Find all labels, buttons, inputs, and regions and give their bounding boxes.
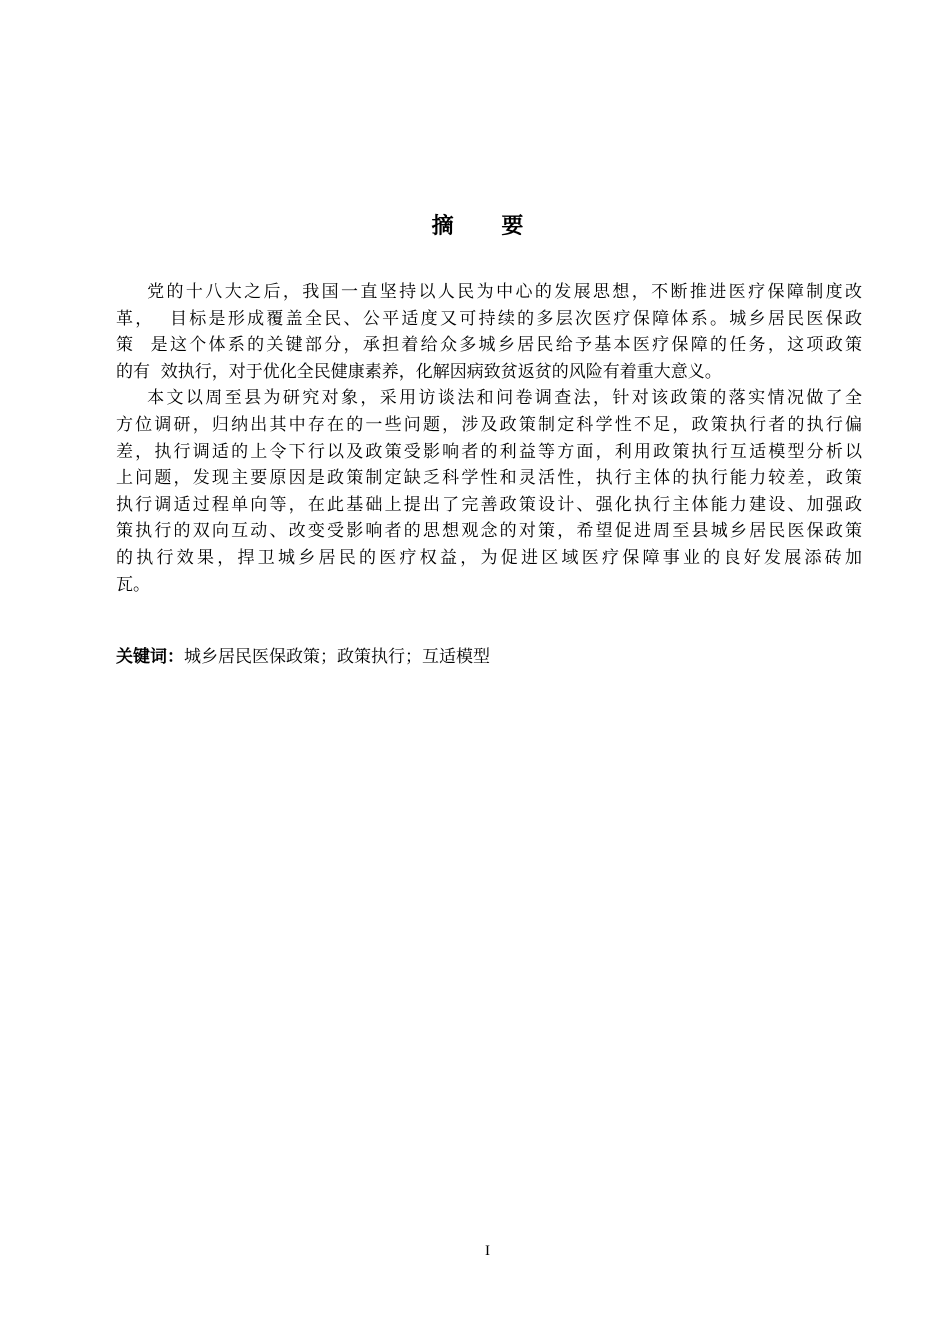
text-line: 党的十八大之后，我国一直坚持以人民为中心的发展思想，不断推进医疗保障制度改	[116, 282, 862, 302]
keywords-label: 关键词：	[116, 647, 184, 667]
text-line: 策 是这个体系的关键部分，承担着给众多城乡居民给予基本医疗保障的任务，这项政策	[116, 335, 862, 356]
page-number: I	[485, 1243, 490, 1259]
text-line: 方位调研，归纳出其中存在的一些问题，涉及政策制定科学性不足，政策执行者的执行偏	[116, 414, 862, 435]
keywords-text: 城乡居民医保政策；政策执行；互适模型	[184, 647, 490, 667]
abstract-body	[116, 279, 862, 598]
text-line: 瓦。	[116, 574, 150, 595]
text-line: 上问题，发现主要原因是政策制定缺乏科学性和灵活性，执行主体的执行能力较差，政策	[116, 468, 862, 489]
text-line: 的有 效执行，对于优化全民健康素养，化解因病致贫返贫的风险有着重大意义。	[116, 361, 722, 382]
paragraph-2	[116, 385, 862, 598]
text-line: 革， 目标是形成覆盖全民、公平适度又可持续的多层次医疗保障体系。城乡居民医保政	[116, 308, 862, 329]
text-line: 差，执行调适的上令下行以及政策受影响者的利益等方面，利用政策执行互适模型分析以	[116, 441, 862, 462]
text-line: 策执行的双向互动、改变受影响者的思想观念的对策，希望促进周至县城乡居民医保政策	[116, 521, 862, 542]
keywords-line	[116, 643, 490, 671]
text-line: 执行调适过程单向等，在此基础上提出了完善政策设计、强化执行主体能力建设、加强政	[116, 494, 862, 515]
abstract-title: 摘 要	[431, 214, 544, 239]
text-line: 本文以周至县为研究对象，采用访谈法和问卷调查法，针对该政策的落实情况做了全	[116, 388, 862, 409]
paragraph-1	[116, 279, 862, 385]
text-line: 的执行效果，捍卫城乡居民的医疗权益，为促进区域医疗保障事业的良好发展添砖加	[116, 547, 862, 568]
